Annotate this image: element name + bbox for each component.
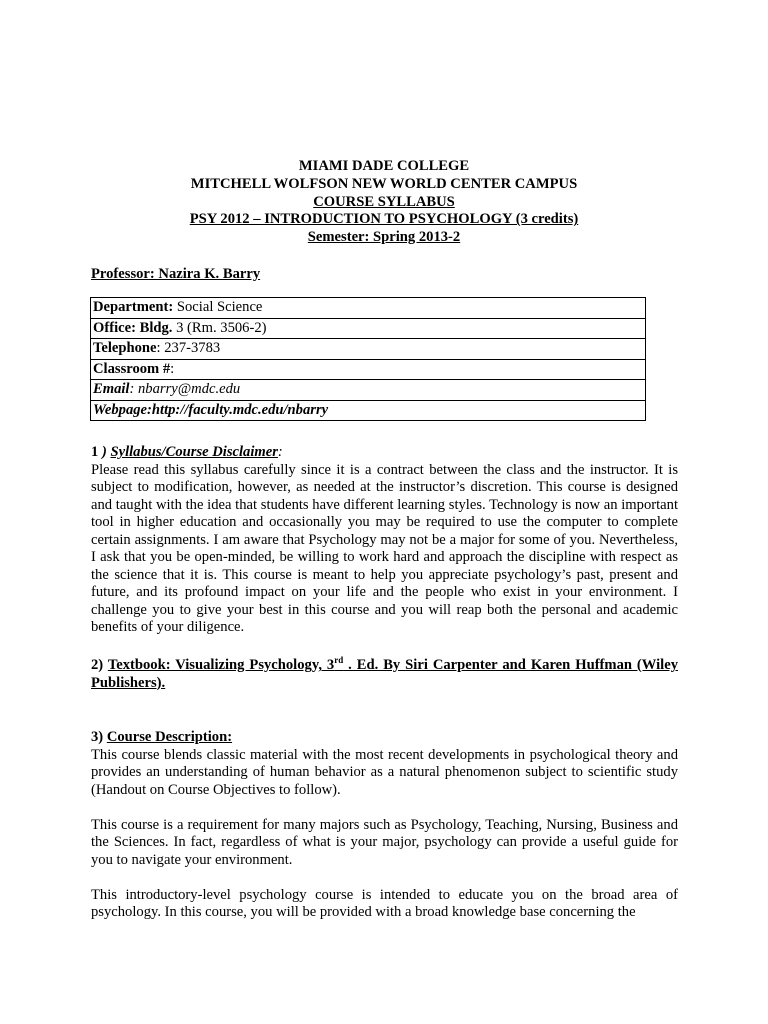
email-label: Email [93, 381, 130, 398]
webpage-label: Webpage [93, 401, 148, 418]
section-heading [91, 729, 678, 747]
office-value: 3 (Rm. 3506-2) [172, 319, 267, 336]
section-paren: ) [98, 444, 111, 460]
telephone-value: : 237-3783 [156, 340, 221, 357]
section-title: Course Description: [106, 729, 233, 745]
campus-name: MITCHELL WOLFSON NEW WORLD CENTER CAMPUS [190, 175, 578, 192]
professor-name: Professor: Nazira K. Barry [91, 266, 261, 282]
department-label: Department: [93, 299, 174, 316]
textbook-title [91, 657, 678, 691]
section-textbook [91, 657, 678, 692]
office-label: Office: Bldg. [93, 319, 173, 336]
document-header [0, 158, 768, 247]
description-para-2: This course is a requirement for many majors such as Psychology, Teaching, Nursing, Business and the Sciences. In fact, regardless of what is your major, psychology can provide a useful guide for you to navigate your environment. [91, 816, 678, 868]
department-row [91, 298, 646, 319]
section-colon: : [277, 444, 283, 460]
email-row [91, 380, 646, 401]
description-para-3: This introductory-level psychology course is intended to educate you on the broad area of psychology. In this course, you will be provided with a broad knowledge base concerning the [91, 886, 678, 920]
disclaimer-text: Please read this syllabus carefully since it is a contract between the class and the instructor. It is subject to modification, however, as needed at the instructor’s discretion. This course is designed and taught with the idea that students have different learning styles. Technology is now an important tool in higher education and occasionally you may be required to use the computer to complete certain assignments. I am aware that Psychology may not be a major for some of you. Nevertheless, I ask that you be open-minded, be willing to work hard and approach the discipline with respect as the science that it is. This course is meant to help you appreciate psychology’s past, present and future, and its profound impact on your life and the people who exist in your environment. I challenge you to give your best in this course and you will reap both the personal and academic benefits of your diligence. [91, 461, 678, 635]
classroom-row [91, 359, 646, 380]
course-title: PSY 2012 – INTRODUCTION TO PSYCHOLOGY (3 credits) [189, 211, 579, 228]
classroom-value: : [170, 360, 175, 377]
textbook-edition-sup: rd [334, 655, 344, 666]
section-number: 2) [91, 657, 104, 673]
classroom-label: Classroom # [93, 360, 171, 377]
textbook-title-b: . Ed. By Siri Carpenter and Karen Huffman (Wiley Publishers). [91, 657, 678, 691]
college-name: MIAMI DADE COLLEGE [298, 158, 470, 174]
section-number: 3) [91, 729, 104, 745]
webpage-value[interactable]: :http://faculty.mdc.edu/nbarry [147, 401, 329, 418]
department-value: Social Science [173, 299, 263, 316]
semester: Semester: Spring 2013-2 [307, 229, 461, 246]
telephone-label: Telephone [93, 340, 157, 357]
section-disclaimer [91, 444, 678, 637]
contact-info-table [90, 297, 646, 421]
textbook-title-a: Textbook: Visualizing Psychology, 3 [107, 657, 335, 673]
section-title: Syllabus/Course Disclaimer [110, 444, 278, 460]
section-course-description [91, 729, 678, 922]
email-value[interactable]: : nbarry@mdc.edu [129, 381, 241, 398]
office-row [91, 318, 646, 339]
section-heading [91, 444, 678, 462]
webpage-row [91, 400, 646, 421]
document-type: COURSE SYLLABUS [313, 193, 455, 210]
section-number: 1 [91, 444, 99, 460]
description-para-1: This course blends classic material with the most recent developments in psychological theory and provides an understanding of human behavior as a natural phenomenon subject to scientific study (Handout on Course Objectives to follow). [91, 746, 678, 798]
telephone-row [91, 339, 646, 360]
